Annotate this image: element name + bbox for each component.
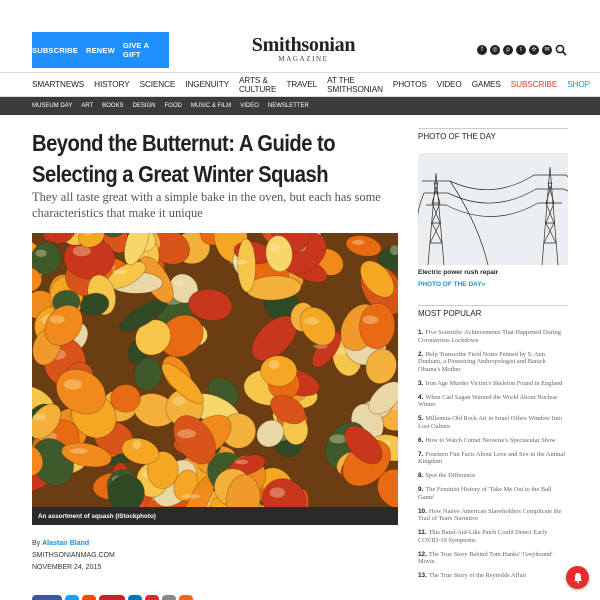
pinterest-icon[interactable]: p (503, 45, 513, 55)
share-twitter-button[interactable] (65, 595, 79, 600)
bell-icon (572, 572, 584, 584)
popular-item[interactable] (418, 572, 568, 580)
email-icon[interactable]: ✉ (542, 45, 552, 55)
subnav-art[interactable]: ART (81, 103, 94, 109)
main-nav (0, 72, 600, 97)
popular-item[interactable] (418, 394, 568, 409)
popular-item-title: How to Watch Comet Neowise's Spectacular Show (425, 436, 556, 444)
share-linkedin-button[interactable] (128, 595, 142, 600)
popular-item[interactable] (418, 529, 568, 544)
power-lines-photo (418, 153, 568, 265)
image-caption: An assortment of squash (iStockphoto) (32, 507, 398, 525)
popular-item-number: 8. (418, 472, 424, 479)
hero-image (32, 233, 398, 507)
subnav-video[interactable]: VIDEO (240, 103, 259, 109)
subnav-museum-day[interactable]: MUSEUM DAY (32, 103, 73, 109)
popular-item-title: Millennia-Old Rock Art in Israel Offers Window Into Lost Culture (418, 415, 563, 430)
search-icon[interactable] (555, 44, 567, 56)
nav-ingenuity[interactable]: INGENUITY (185, 80, 229, 89)
share-bar (32, 595, 193, 600)
instagram-icon[interactable]: ◎ (490, 45, 500, 55)
nav-arts-culture[interactable]: ARTS & CULTURE (238, 75, 277, 94)
nav-games[interactable]: GAMES (471, 80, 501, 89)
popular-item-title: Help Transcribe Field Notes Penned by S. Ann Dunham, a Pioneering Anthropologist and Barack Obama's Mother (418, 350, 546, 373)
subnav-design[interactable]: DESIGN (132, 103, 156, 109)
popular-item-number: 1. (418, 329, 424, 336)
popular-item-number: 11. (418, 529, 427, 536)
subscribe-link[interactable]: SUBSCRIBE (32, 45, 78, 55)
facebook-icon[interactable]: f (477, 45, 487, 55)
popular-item-number: 13. (418, 572, 427, 579)
potd-image[interactable] (418, 153, 568, 265)
byline (32, 538, 115, 574)
social-links (477, 45, 552, 55)
potd-title[interactable]: Electric power rush repair (418, 269, 499, 276)
popular-item[interactable] (418, 551, 568, 566)
popular-item-title: When Carl Sagan Warned the World About Nuclear Winter (418, 393, 558, 408)
popular-item-title: The True Story of the Reynolds Affair (428, 572, 527, 579)
popular-item[interactable] (418, 351, 568, 374)
popular-item-title: This Band-Aid-Like Patch Could Detect Early COVID-19 Symptoms (418, 529, 548, 544)
give-a-gift-link[interactable]: GIVE A GIFT (122, 41, 149, 59)
renew-link[interactable]: RENEW (85, 45, 115, 55)
popular-item[interactable] (418, 437, 568, 445)
nav-shop[interactable]: SHOP (567, 80, 590, 89)
popular-item-number: 10. (418, 507, 427, 515)
popular-item-title: Five Scientific Achievements That Happened During Coronavirus Lockdown (418, 329, 561, 344)
popular-item[interactable] (418, 329, 568, 344)
popular-item[interactable] (418, 415, 568, 430)
popular-item-number: 6. (418, 436, 424, 444)
popular-item-title: Fourteen Fun Facts About Love and Sex in the Animal Kingdom (418, 450, 566, 465)
nav-travel[interactable]: TRAVEL (286, 80, 318, 89)
subnav-music-film[interactable]: MUSIC & FILM (190, 103, 232, 109)
twitter-icon[interactable]: t (516, 45, 526, 55)
popular-item-number: 3. (418, 379, 424, 387)
most-popular-list (418, 329, 568, 586)
source-label: SMITHSONIANMAG.COM (32, 552, 115, 559)
publish-date: NOVEMBER 24, 2015 (32, 564, 102, 571)
share-reddit-button[interactable] (82, 595, 96, 600)
share-flipboard-button[interactable] (145, 595, 159, 600)
popular-item-title: Iron Age Murder Victim's Skeleton Found in England (425, 379, 563, 387)
potd-heading: PHOTO OF THE DAY (418, 128, 568, 141)
popular-item-number: 2. (418, 350, 424, 358)
logo-name: Smithsonian (251, 34, 356, 56)
popular-item[interactable] (418, 486, 568, 501)
subnav-books[interactable]: BOOKS (102, 103, 124, 109)
share-facebook-button[interactable] (32, 595, 62, 600)
nav-history[interactable]: HISTORY (94, 80, 130, 89)
popular-item-title: The True Story Behind Tom Hanks' 'Greyhound' Movie (418, 550, 553, 565)
flipboard-icon[interactable]: ✣ (529, 45, 539, 55)
notification-bell-button[interactable] (566, 566, 589, 589)
popular-item[interactable] (418, 508, 568, 523)
popular-item-number: 4. (418, 393, 424, 401)
author-link[interactable]: Alastair Bland (42, 540, 90, 547)
by-label: By (32, 540, 41, 547)
promo-box (32, 32, 169, 68)
nav-video[interactable]: VIDEO (436, 80, 462, 89)
popular-item[interactable] (418, 380, 568, 388)
popular-item-number: 9. (418, 486, 424, 493)
share-email-button[interactable] (162, 595, 176, 600)
nav-subscribe[interactable]: SUBSCRIBE (510, 80, 558, 89)
popular-item-title: Spot the Difference (425, 472, 476, 479)
popular-item-number: 12. (418, 550, 427, 558)
sub-nav (0, 97, 600, 115)
article-dek: They all taste great with a simple bake in the oven, but each has some characteristics that make it unique (32, 190, 381, 220)
smithsonian-logo[interactable] (236, 35, 371, 63)
site-header (0, 0, 600, 72)
popular-item-number: 7. (418, 450, 424, 458)
popular-item-title: How Native American Slaveholders Complicate the Trail of Tears Narrative (418, 507, 562, 522)
subnav-newsletter[interactable]: NEWSLETTER (267, 103, 309, 109)
nav-photos[interactable]: PHOTOS (392, 80, 427, 89)
nav-at-the-smithsonian[interactable]: AT THE SMITHSONIAN (327, 75, 383, 94)
nav-smartnews[interactable]: SMARTNEWS (32, 80, 85, 89)
share-print-button[interactable] (179, 595, 193, 600)
popular-item-number: 5. (418, 415, 424, 422)
nav-science[interactable]: SCIENCE (139, 80, 176, 89)
subnav-food[interactable]: FOOD (164, 103, 182, 109)
popular-item[interactable] (418, 472, 568, 480)
popular-item-title: The Feminist History of 'Take Me Out to the Ball Game' (418, 486, 552, 501)
article-title: Beyond the Butternut: A Guide to Selecting a Great Winter Squash (32, 130, 336, 187)
most-popular-heading: MOST POPULAR (418, 305, 568, 318)
share-pinterest-button[interactable] (99, 595, 125, 600)
logo-sub: MAGAZINE (278, 55, 329, 63)
potd-more-link[interactable]: PHOTO OF THE DAY» (418, 281, 486, 288)
squash-photo (32, 233, 398, 507)
popular-item[interactable] (418, 451, 568, 466)
